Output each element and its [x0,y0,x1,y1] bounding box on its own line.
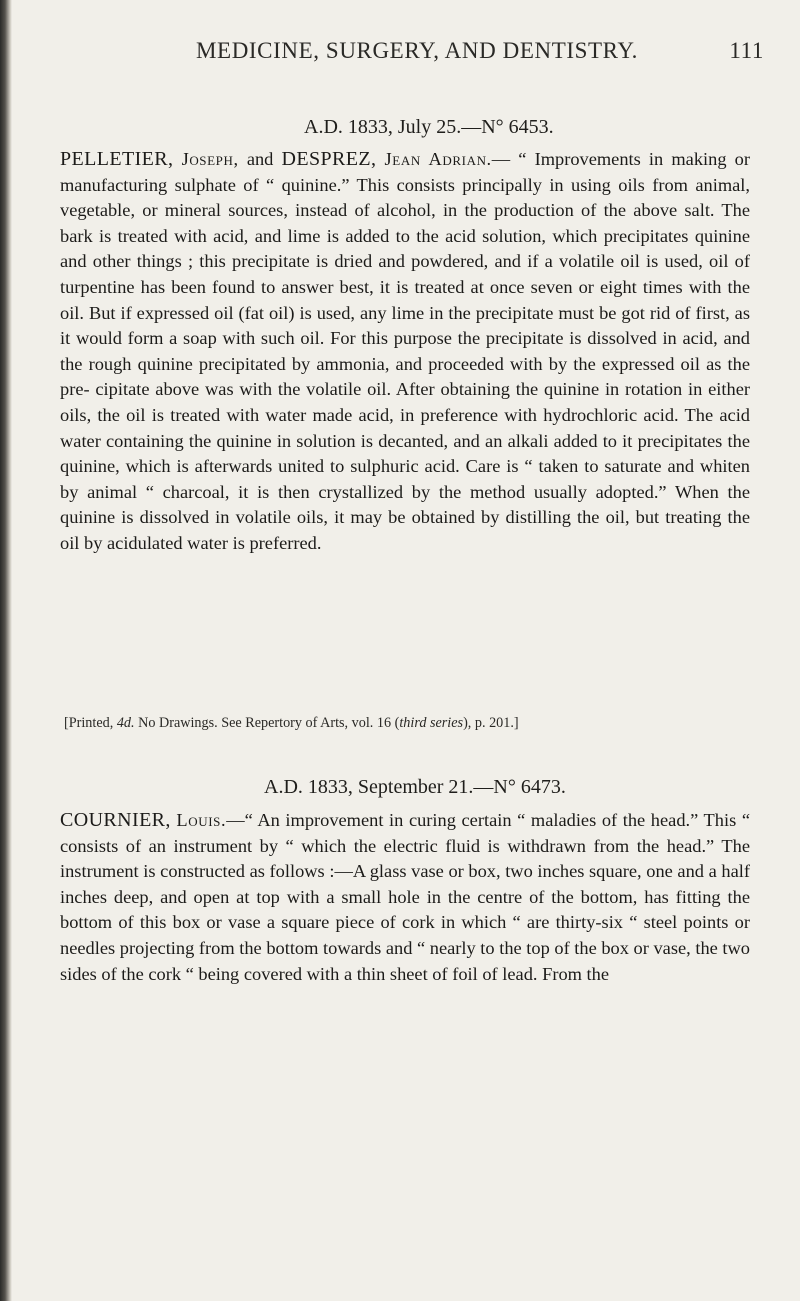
entry-1-joiner: and [246,149,274,169]
running-head-title: MEDICINE, SURGERY, AND DENTISTRY. [196,38,638,63]
entry-1-text [60,147,750,557]
entry-1-heading: A.D. 1833, July 25.—N° 6453. [304,116,554,138]
entry-1-printing-note [64,715,750,731]
entry-1-body: — “ Improvements in making or manufacturing sulphate of “ quinine.” This consists principally in using oils from animal, vegetable, or mineral sources, instead of alcohol, in the production of the above salt. The bark is treated with acid, and lime is added to the acid solution, which precipitates quinine and other things ; this precipitate is dried and powdered, and if a volatile oil is used, oil of turpentine has been found to answer best, it is treated at once seven or eight times with the oil. But if expressed oil (fat oil) is used, any lime in the precipitate must be got rid of first, as it would form a soap with such oil. For this purpose the precipitate is dissolved in acid, and the rough quinine precipitated by ammonia, and proceeded with by the expressed oil as the pre- cipitate above was with the volatile oil. After obtaining the quinine in rotation in either oils, the oil is treated with water made acid, in preference with hydrochloric acid. The acid water containing the quinine in solution is decanted, and an alkali added to it precipitates the quinine, which is afterwards united to sulphuric acid. Care is “ taken to saturate and whiten by animal “ charcoal, it is then crystallized by the method usually adopted.” When the quinine is dissolved in volatile oils, it may be obtained by distilling the oil, but treating the oil by acidulated water is preferred. [60,149,750,553]
entry-2-text [60,808,750,987]
entry-1-surname-1: PELLETIER, [60,148,174,170]
entry-2-body: —“ An improvement in curing certain “ maladies of the head.” This “ consists of an instrument by “ which the electric fluid is withdrawn from the head.” The instrument is constructed as follows :—A glass vase or box, two inches square, one and a half inches deep, and open at top with a small hole in the centre of the bottom, has fitting the bottom of this box or vase a square piece of cork in which “ are thirty-six “ steel points or needles projecting from the bottom towards and “ nearly to the top of the box or vase, the two sides of the cork “ being covered with a thin sheet of foil of lead. From the [60,810,750,984]
entry-1-note-series: third series [399,715,464,731]
entry-1-note-mid: No Drawings. See Repertory of Arts, vol. 16 ( [134,715,400,731]
entry-1-given-2: Jean Adrian. [384,149,492,169]
entry-1-note-price: 4d. [116,715,135,731]
entry-2-given-1: Louis. [176,810,227,830]
entry-2-surname-1: COURNIER, [60,809,171,831]
entry-1-note-end: ), p. 201.] [463,715,519,731]
entry-2-heading: A.D. 1833, September 21.—N° 6473. [264,776,566,798]
entry-1-surname-2: DESPREZ, [281,148,377,170]
running-head [196,38,764,64]
entry-1-given-1: Joseph, [181,149,239,169]
entry-1-note-lead: [Printed, [64,715,117,731]
page-number: 111 [729,38,764,63]
page-binding-shadow [0,0,12,1301]
